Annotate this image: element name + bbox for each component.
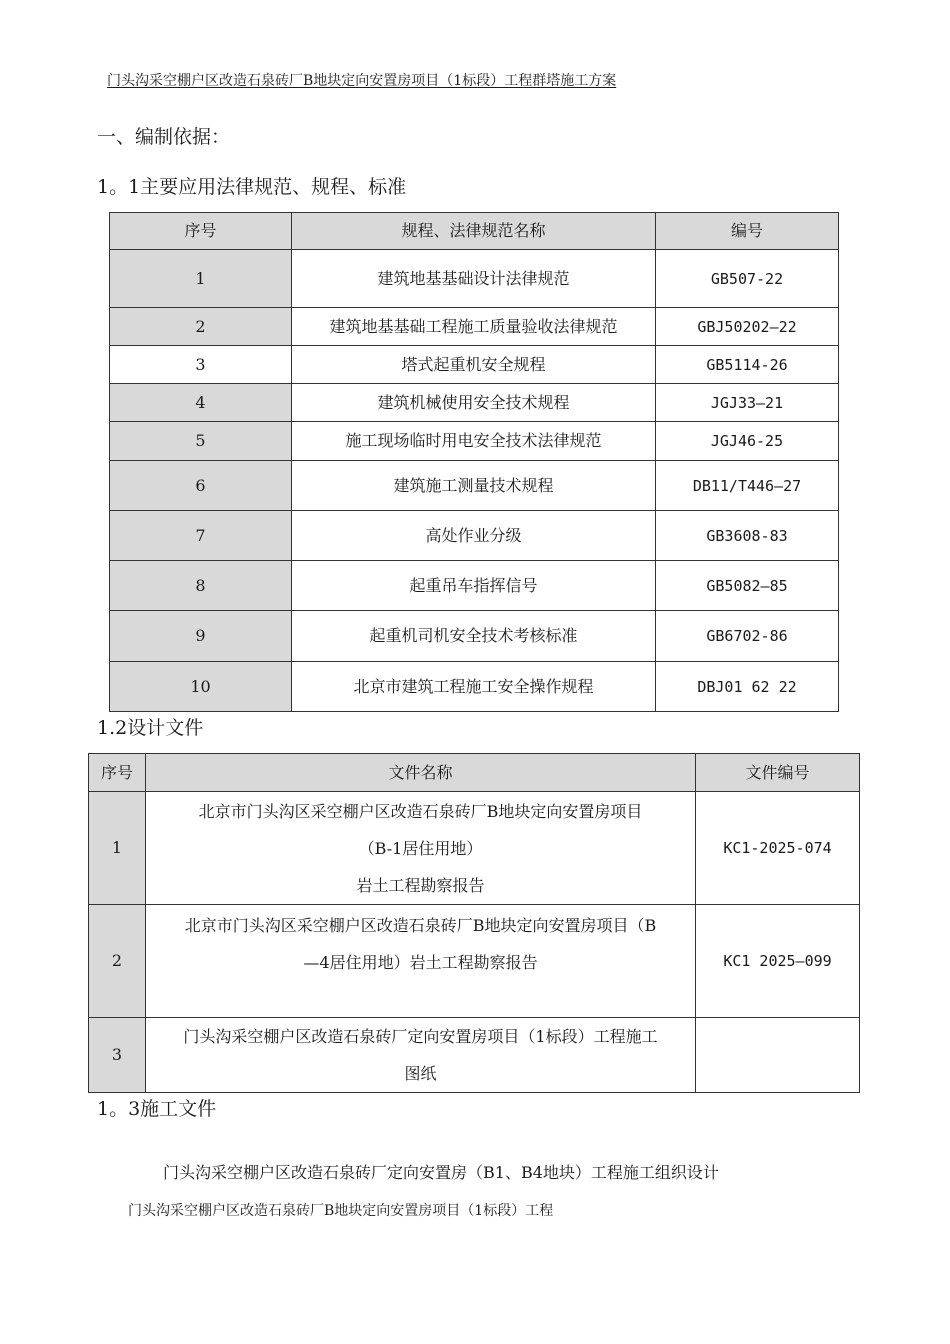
document-name-line: 北京市门头沟区采空棚户区改造石泉砖厂B地块定向安置房项目（B: [184, 916, 657, 935]
document-name-line: 图纸: [404, 1064, 437, 1083]
subsection-heading-1-3: 1。3施工文件: [97, 1098, 217, 1120]
table-row: [110, 611, 839, 662]
row-number: 7: [110, 511, 292, 561]
standard-code: GB507-22: [656, 250, 839, 308]
row-number: 3: [89, 1018, 146, 1093]
row-number: 8: [110, 561, 292, 611]
standard-code: DBJ01 62 22: [656, 662, 839, 712]
table-row: [110, 308, 839, 346]
standard-code: GBJ50202—22: [656, 308, 839, 346]
row-number: 5: [110, 422, 292, 461]
table-row: [110, 346, 839, 384]
table-row: [110, 461, 839, 511]
document-name-line: —4居住用地）岩土工程勘察报告: [303, 953, 538, 972]
document-code: KC1 2025—099: [696, 905, 860, 1018]
standard-name: 高处作业分级: [292, 511, 656, 561]
document-name: [146, 905, 696, 1018]
column-header: 编号: [656, 213, 839, 250]
subsection-heading-1-2: 1.2设计文件: [97, 717, 204, 739]
table-row: [110, 422, 839, 461]
standard-name: 建筑地基基础设计法律规范: [292, 250, 656, 308]
table-header-row: [89, 754, 860, 792]
table-row: [89, 905, 860, 1018]
document-code: [696, 1018, 860, 1093]
document-name-line: 北京市门头沟区采空棚户区改造石泉砖厂B地块定向安置房项目: [198, 801, 643, 821]
standard-name: 建筑施工测量技术规程: [292, 461, 656, 511]
column-header: 文件编号: [696, 754, 860, 792]
document-name: [146, 1018, 696, 1093]
document-header: 门头沟采空棚户区改造石泉砖厂B地块定向安置房项目（1标段）工程群塔施工方案: [107, 73, 617, 89]
standard-name: 塔式起重机安全规程: [292, 346, 656, 384]
document-code: KC1-2025-074: [696, 792, 860, 905]
row-number: 9: [110, 611, 292, 662]
table-row: [110, 511, 839, 561]
subsection-heading-1-1: 1。1主要应用法律规范、规程、标准: [97, 176, 407, 198]
row-number: 2: [89, 905, 146, 1018]
row-number: 1: [110, 250, 292, 308]
standard-name: 施工现场临时用电安全技术法律规范: [292, 422, 656, 461]
row-number: 6: [110, 461, 292, 511]
standard-name: 建筑机械使用安全技术规程: [292, 384, 656, 422]
row-number: 10: [110, 662, 292, 712]
standard-code: JGJ33—21: [656, 384, 839, 422]
document-name: [146, 792, 696, 905]
column-header: 规程、法律规范名称: [292, 213, 656, 250]
table-row: [89, 792, 860, 905]
row-number: 4: [110, 384, 292, 422]
table-header-row: [110, 213, 839, 250]
document-name-line: 岩土工程勘察报告: [356, 875, 485, 895]
standard-name: 北京市建筑工程施工安全操作规程: [292, 662, 656, 712]
table-row: [110, 662, 839, 712]
standard-code: GB3608-83: [656, 511, 839, 561]
standard-code: GB6702-86: [656, 611, 839, 662]
construction-document-subtitle: 门头沟采空棚户区改造石泉砖厂B地块定向安置房项目（1标段）工程: [128, 1203, 554, 1219]
row-number: 1: [89, 792, 146, 905]
document-name-line: 门头沟采空棚户区改造石泉砖厂定向安置房项目（1标段）工程施工: [183, 1027, 658, 1046]
standard-code: DB11/T446—27: [656, 461, 839, 511]
column-header: 文件名称: [146, 754, 696, 792]
row-number: 3: [110, 346, 292, 384]
standard-code: GB5082—85: [656, 561, 839, 611]
standards-table: [109, 212, 839, 712]
column-header: 序号: [110, 213, 292, 250]
standard-code: GB5114-26: [656, 346, 839, 384]
table-row: [110, 384, 839, 422]
document-name-line: （B-1居住用地）: [358, 838, 483, 858]
standard-name: 起重机司机安全技术考核标准: [292, 611, 656, 662]
standard-name: 建筑地基基础工程施工质量验收法律规范: [292, 308, 656, 346]
row-number: 2: [110, 308, 292, 346]
design-documents-table: [88, 753, 860, 1093]
standard-name: 起重吊车指挥信号: [292, 561, 656, 611]
section-heading: 一、编制依据：: [97, 126, 231, 148]
column-header: 序号: [89, 754, 146, 792]
construction-document-title: 门头沟采空棚户区改造石泉砖厂定向安置房（B1、B4地块）工程施工组织设计: [163, 1163, 719, 1182]
table-row: [110, 561, 839, 611]
table-row: [110, 250, 839, 308]
table-row: [89, 1018, 860, 1093]
standard-code: JGJ46-25: [656, 422, 839, 461]
